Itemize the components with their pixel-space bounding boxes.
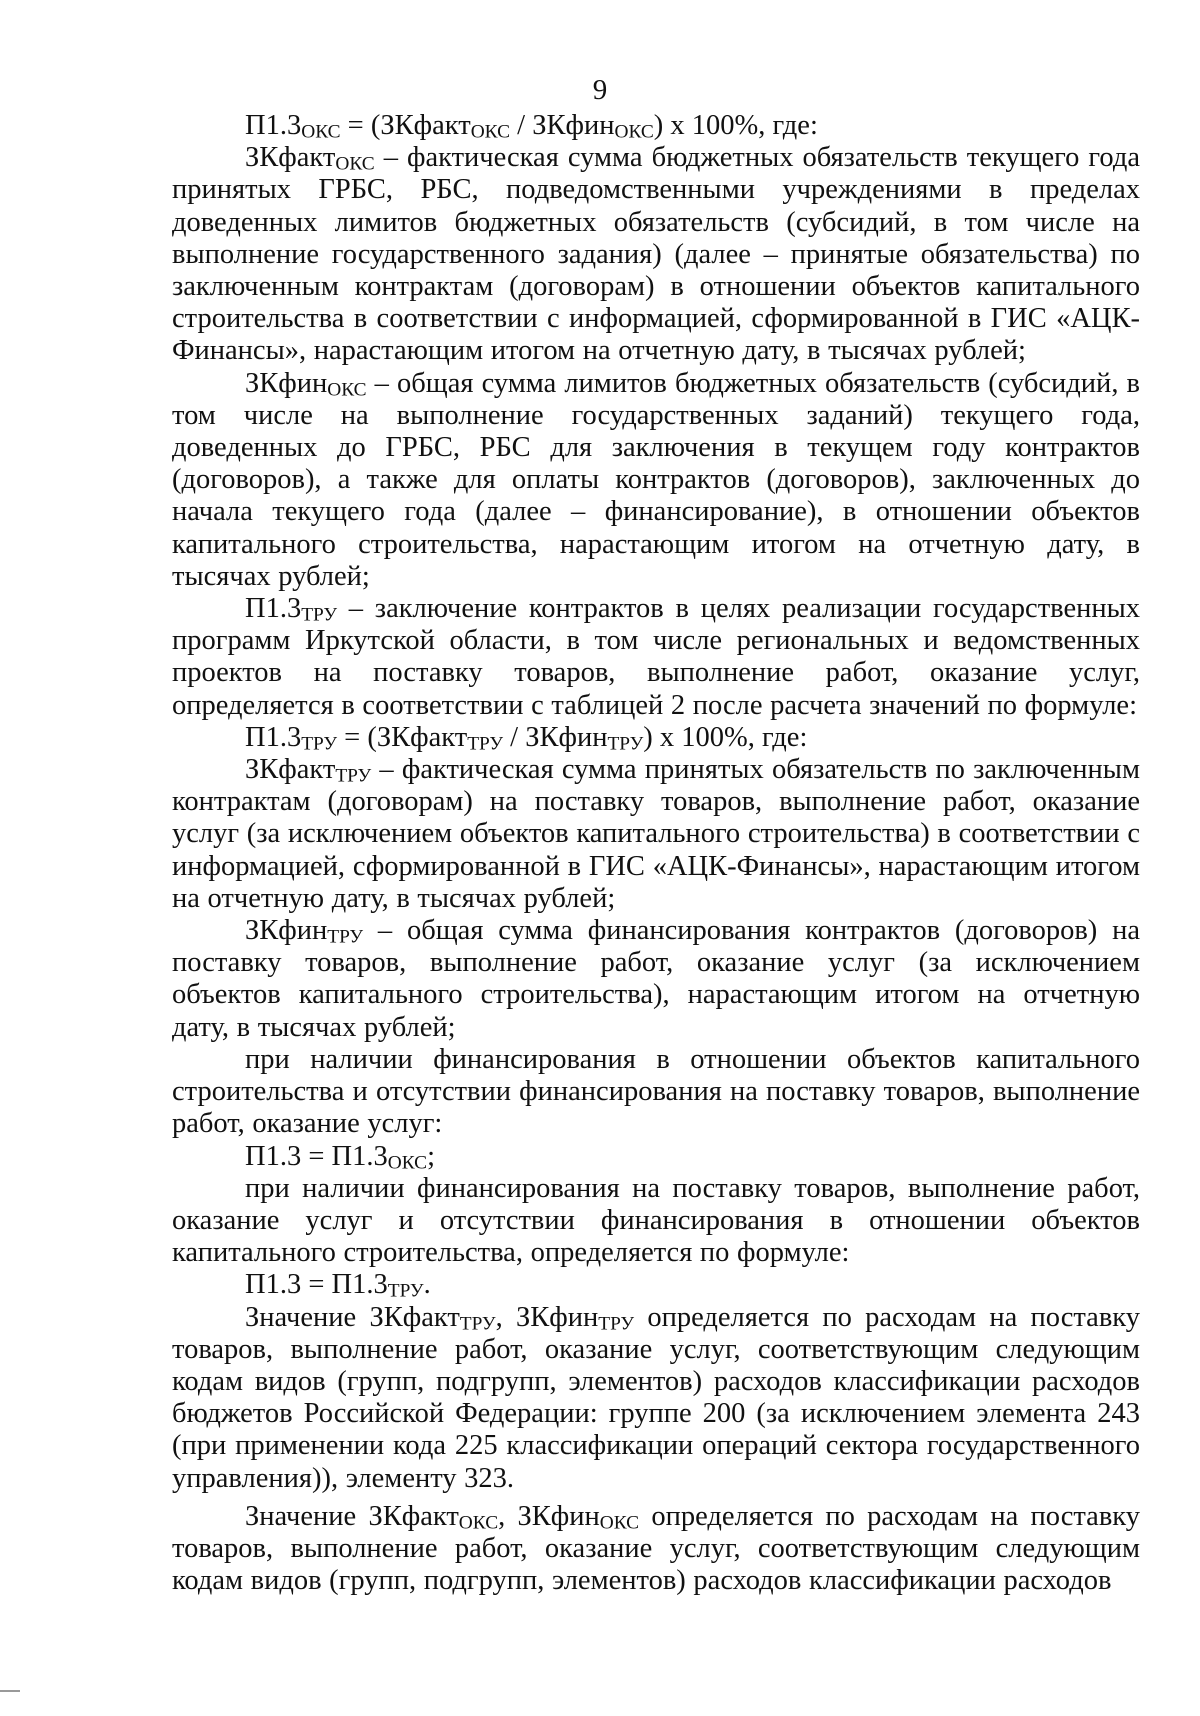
scan-edge-mark — [0, 1690, 20, 1692]
term: П1.3 — [245, 593, 302, 625]
subscript: ТРУ — [335, 765, 372, 787]
subscript: ТРУ — [467, 733, 504, 755]
term: Значение ЗКфакт — [245, 1301, 460, 1333]
formula-text: П1.3 — [245, 721, 302, 753]
definition-text: – общая сумма финансирования контрактов (договоров) на поставку товаров, выполнение работ, оказание услуг (за исключением объектов капитального строительства), нарастающим итогом на отчетную дату, в тысячах рублей; — [172, 915, 1140, 1043]
case-tru-only: при наличии финансирования на поставку товаров, выполнение работ, оказание услуг и отсутствии финансирования в отношении объектов капитального строительства, определяется по формуле: — [172, 1172, 1140, 1269]
page-number: 9 — [592, 74, 608, 106]
definition-zkfakt-tru — [172, 754, 1140, 915]
paragraph-text: определяется по расходам на поставку товаров, выполнение работ, оказание услуг, соответствующим следующим кодам видов (групп, подгрупп, элементов) расходов классификации расходов — [172, 1500, 1140, 1597]
term: Значение ЗКфакт — [245, 1500, 459, 1532]
subscript: ТРУ — [387, 1280, 424, 1302]
document-body — [172, 110, 1140, 1597]
definition-text: – заключение контрактов в целях реализации государственных программ Иркутской области, в том числе региональных и ведомственных проектов на поставку товаров, выполнение работ, оказание услуг, определяется в соответствии с таблицей 2 после расчета значений по формуле: — [172, 593, 1140, 721]
subscript: ТРУ — [301, 733, 338, 755]
formula-text: = (ЗКфакт — [340, 110, 471, 141]
formula-text: . — [423, 1269, 431, 1301]
formula-text: ) х 100%, где: — [643, 721, 808, 753]
term: ЗКфакт — [245, 754, 336, 786]
formula-text: = (ЗКфакт — [337, 721, 468, 753]
term: ЗКфин — [245, 915, 328, 947]
subscript: ОКС — [458, 1512, 499, 1534]
subscript: ОКС — [614, 121, 654, 143]
formula-text: ) х 100%, где: — [653, 110, 818, 141]
term: , ЗКфин — [495, 1301, 599, 1333]
subscript: ОКС — [327, 379, 367, 401]
result-tru — [172, 1269, 1140, 1301]
formula-text: П1.3 = П1.3 — [245, 1140, 388, 1172]
definition-zkfin-tru — [172, 915, 1140, 1044]
term: , ЗКфин — [498, 1500, 600, 1532]
definition-text: – общая сумма лимитов бюджетных обязательств (субсидий, в том числе на выполнение государственных заданий) текущего года, доведенных до ГРБС, РБС для заключения в текущем году контрактов (договоров), а также для оплаты контрактов (договоров), заключенных до начала текущего года (далее – финансирование), в отношении объектов капитального строительства, нарастающим итогом на отчетную дату, в тысячах рублей; — [172, 367, 1140, 592]
formula-p13-oks — [172, 110, 1140, 142]
subscript: ОКС — [335, 153, 375, 175]
formula-text: П1.3 = П1.3 — [245, 1269, 388, 1301]
result-oks — [172, 1141, 1140, 1173]
case-oks-only: при наличии финансирования в отношении объектов капитального строительства и отсутствии финансирования на поставку товаров, выполнение работ, оказание услуг: — [172, 1043, 1140, 1140]
definition-text: – фактическая сумма принятых обязательств по заключенным контрактам (договорам) на поставку товаров, выполнение работ, оказание услуг (за исключением объектов капитального строительства) в соответствии с информацией, сформированной в ГИС «АЦК-Финансы», нарастающим итогом на отчетную дату, в тысячах рублей; — [172, 754, 1140, 914]
subscript: ТРУ — [598, 1313, 635, 1334]
subscript: ТРУ — [301, 604, 338, 626]
definition-zkfakt-oks — [172, 142, 1140, 367]
term: ЗКфакт — [245, 142, 336, 174]
formula-text: / ЗКфин — [510, 110, 615, 141]
subscript: ОКС — [599, 1512, 640, 1534]
term: ЗКфин — [245, 367, 328, 399]
subscript: ТРУ — [459, 1313, 496, 1334]
subscript: ТРУ — [327, 926, 364, 948]
definition-zkfin-oks — [172, 368, 1140, 593]
definition-text: – фактическая сумма бюджетных обязательств текущего года принятых ГРБС, РБС, подведомственными учреждениями в пределах доведенных лимитов бюджетных обязательств (субсидий, в том числе на выполнение государственного задания) (далее – принятые обязательства) по заключенным контрактам (договорам) в отношении объектов капитального строительства в соответствии с информацией, сформированной в ГИС «АЦК-Финансы», нарастающим итогом на отчетную дату, в тысячах рублей; — [172, 142, 1140, 367]
formula-text: / ЗКфин — [503, 721, 608, 753]
value-tru-paragraph — [172, 1302, 1140, 1495]
formula-text: ; — [427, 1140, 435, 1172]
subscript: ОКС — [387, 1151, 428, 1173]
formula-p13-tru — [172, 722, 1140, 754]
definition-p13-tru — [172, 593, 1140, 722]
subscript: ОКС — [301, 121, 341, 143]
formula-text: П1.3 — [245, 110, 302, 141]
subscript: ТРУ — [607, 733, 644, 755]
subscript: ОКС — [470, 121, 511, 143]
value-oks-paragraph — [172, 1501, 1140, 1598]
paragraph-text: определяется по расходам на поставку товаров, выполнение работ, оказание услуг, соответствующим следующим кодам видов (групп, подгрупп, элементов) расходов классификации расходов бюджетов Российской Федерации: группе 200 (за исключением элемента 243 (при применении кода 225 классификации операций сектора государственного управления)), элементу 323. — [172, 1301, 1140, 1494]
